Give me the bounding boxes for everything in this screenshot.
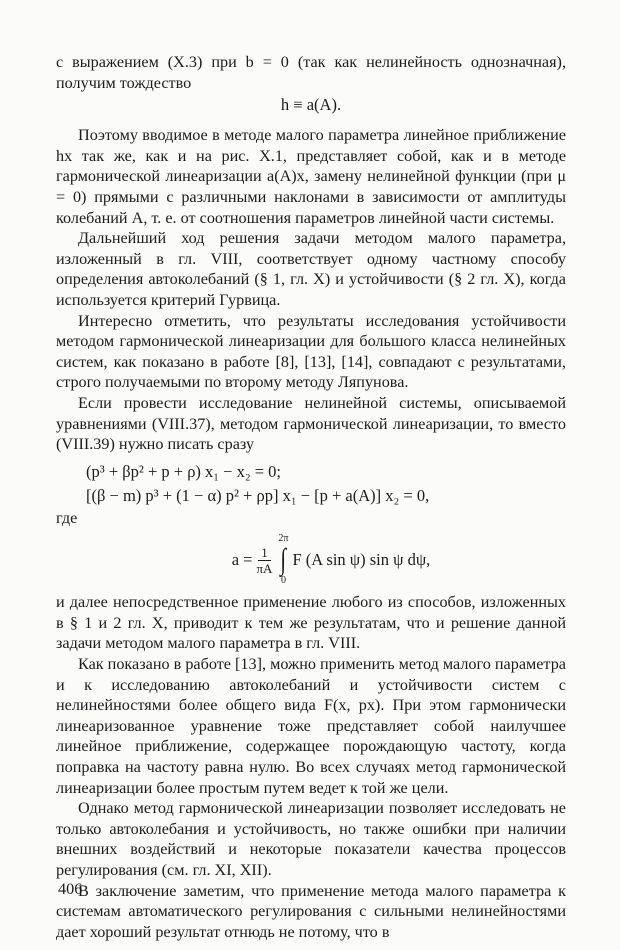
paragraph-1: с выражением (X.3) при b = 0 (так как нелинейность однозначная), получим тождество [56, 53, 566, 92]
integrand: F (A sin ψ) sin ψ dψ, [292, 550, 431, 570]
paragraph-5: Если провести исследование нелинейной системы, описываемой уравнениями (VIII.37), методом гармонической линеаризации, то вместо (VIII.39) нужно писать сразу [56, 393, 566, 454]
where-label: где [56, 508, 78, 527]
integral-sign: ∫ [280, 543, 287, 577]
paragraph-7: Как показано в работе [13], можно применить метод малого параметра и к исследованию автоколебаний и устойчивости систем с нелинейностями более общего вида F(x, px). При этом гармонически линеаризованное уравнение тоже представляет собой наилучшее линейное приближение, содержащее порождающую частоту, когда поправка на частоту равна нулю. Во всех случаях метод гармонической линеаризации более простым путем ведет к той же цели. [56, 655, 566, 797]
formula-lhs: a = [231, 550, 253, 570]
fraction-numerator: 1 [258, 545, 271, 561]
fraction [256, 545, 272, 576]
paragraph-4: Интересно отметить, что результаты исследования устойчивости методом гармонической линеаризации для большого класса нелинейных систем, как показано в работе [8], [13], [14], совпадают с результатами, строго получаемыми по второму методу Ляпунова. [56, 311, 566, 392]
equation-line-2: [(β − m) p³ + (1 − α) p² + ρp] x₁ − [p + a(A)] x₂ = 0, [86, 485, 430, 505]
identity-formula: h ≡ a(A). [280, 95, 342, 115]
amplitude-formula [56, 528, 566, 592]
equation-system [56, 460, 566, 508]
paragraph-9: В заключение заметим, что применение метода малого параметра к системам автоматического регулирования с сильными нелинейностями дает хороший результат отнюдь не потому, что в [56, 881, 566, 941]
integral-upper-limit: 2π [278, 533, 289, 545]
paragraph-3: Дальнейший ход решения задачи методом малого параметра, изложенный в гл. VIII, соответствует одному частному способу определения автоколебаний (§ 1, гл. X) и устойчивости (§ 2 гл. X), когда используется критерий Гурвица. [56, 229, 566, 309]
paragraph-2: Поэтому вводимое в методе малого параметра линейное приближение hx так же, как и на рис. X.1, представляет собой, как и в методе гармонической линеаризации a(A)x, замену нелинейной функции (при μ = 0) прямыми с различными наклонами в зависимости от амплитуды колебаний A, т. е. от соотношения параметров линейной части системы. [56, 126, 566, 227]
integral [278, 534, 288, 586]
page-number: 406 [58, 880, 83, 898]
equation-line-1: (p³ + βp² + p + ρ) x₁ − x₂ = 0; [86, 461, 282, 481]
paragraph-8: Однако метод гармонической линеаризации позволяет исследовать не только автоколебания и устойчивость, но также ошибки при наличии внешних воздействий и некоторые показатели качества процессов регулирования (см. гл. XI, XII). [56, 799, 566, 879]
text-column [56, 52, 566, 942]
fraction-denominator: πA [256, 560, 273, 576]
integral-lower-limit: 0 [280, 575, 286, 587]
paragraph-6: и далее непосредственное применение любого из способов, изложенных в § 1 и 2 гл. X, приводит к тем же результатам, что и решение данной задачи методом малого параметра в гл. VIII. [56, 593, 566, 653]
